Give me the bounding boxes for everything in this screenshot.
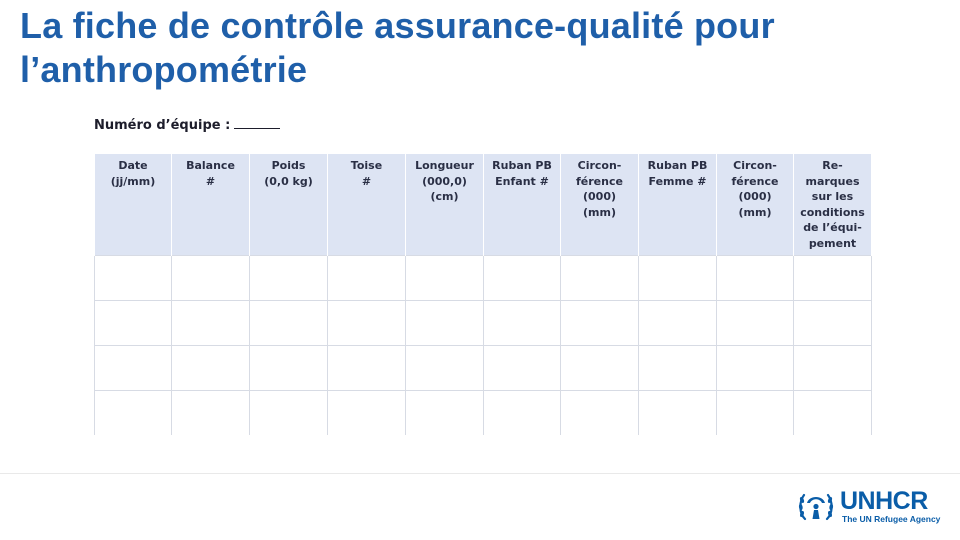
col-header-remarks: Re- marques sur les conditions de l’équi- pement <box>794 154 872 256</box>
team-number-blank <box>234 118 280 129</box>
table-cell <box>95 256 172 301</box>
unhcr-logo <box>796 486 946 528</box>
table-body <box>95 256 872 436</box>
table-cell <box>639 346 717 391</box>
table-cell <box>639 256 717 301</box>
table-cell <box>406 301 484 346</box>
table-row <box>95 256 872 301</box>
table-cell <box>328 391 406 436</box>
col-header-weight: Poids (0,0 kg) <box>250 154 328 256</box>
table-cell <box>484 346 561 391</box>
table-cell <box>561 346 639 391</box>
table-cell <box>172 346 250 391</box>
unhcr-wordmark: UNHCR <box>840 487 928 515</box>
slide-title: La fiche de contrôle assurance-qualité pour l’anthropométrie <box>20 5 775 90</box>
team-number-text: Numéro d’équipe : <box>94 118 231 133</box>
table-cell <box>561 391 639 436</box>
table-cell <box>561 301 639 346</box>
table-cell <box>250 301 328 346</box>
table-cell <box>561 256 639 301</box>
table-cell <box>250 391 328 436</box>
col-header-length: Longueur (000,0) (cm) <box>406 154 484 256</box>
table-cell <box>717 301 794 346</box>
table-cell <box>794 301 872 346</box>
table-cell <box>717 346 794 391</box>
col-header-date: Date (jj/mm) <box>95 154 172 256</box>
table-cell <box>172 391 250 436</box>
table-cell <box>250 346 328 391</box>
table-cell <box>95 301 172 346</box>
table-cell <box>794 256 872 301</box>
table-cell <box>250 256 328 301</box>
table-cell <box>484 301 561 346</box>
table-cell <box>794 391 872 436</box>
table-cell <box>95 346 172 391</box>
table-cell <box>172 301 250 346</box>
table-cell <box>328 346 406 391</box>
table-cell <box>484 256 561 301</box>
table-cell <box>484 391 561 436</box>
table-cell <box>639 391 717 436</box>
table-cell <box>328 301 406 346</box>
table-cell <box>639 301 717 346</box>
table-cell <box>406 256 484 301</box>
col-header-height-board: Toise # <box>328 154 406 256</box>
table-cell <box>95 391 172 436</box>
col-header-muac-child: Ruban PB Enfant # <box>484 154 561 256</box>
unhcr-tagline: The UN Refugee Agency <box>842 514 941 524</box>
table-row <box>95 391 872 436</box>
table-header-row <box>95 154 872 256</box>
table-cell <box>328 256 406 301</box>
col-header-circumference-woman: Circon- férence (000) (mm) <box>717 154 794 256</box>
table-cell <box>717 256 794 301</box>
table-row <box>95 301 872 346</box>
team-number-label <box>94 118 280 133</box>
quality-control-form-table <box>94 154 872 435</box>
table-cell <box>172 256 250 301</box>
col-header-circumference-child: Circon- férence (000) (mm) <box>561 154 639 256</box>
col-header-muac-woman: Ruban PB Femme # <box>639 154 717 256</box>
table-cell <box>406 346 484 391</box>
table-cell <box>717 391 794 436</box>
table-cell <box>406 391 484 436</box>
table-row <box>95 346 872 391</box>
unhcr-emblem-icon <box>796 486 836 526</box>
col-header-scale: Balance # <box>172 154 250 256</box>
footer-divider <box>0 473 960 474</box>
table-cell <box>794 346 872 391</box>
